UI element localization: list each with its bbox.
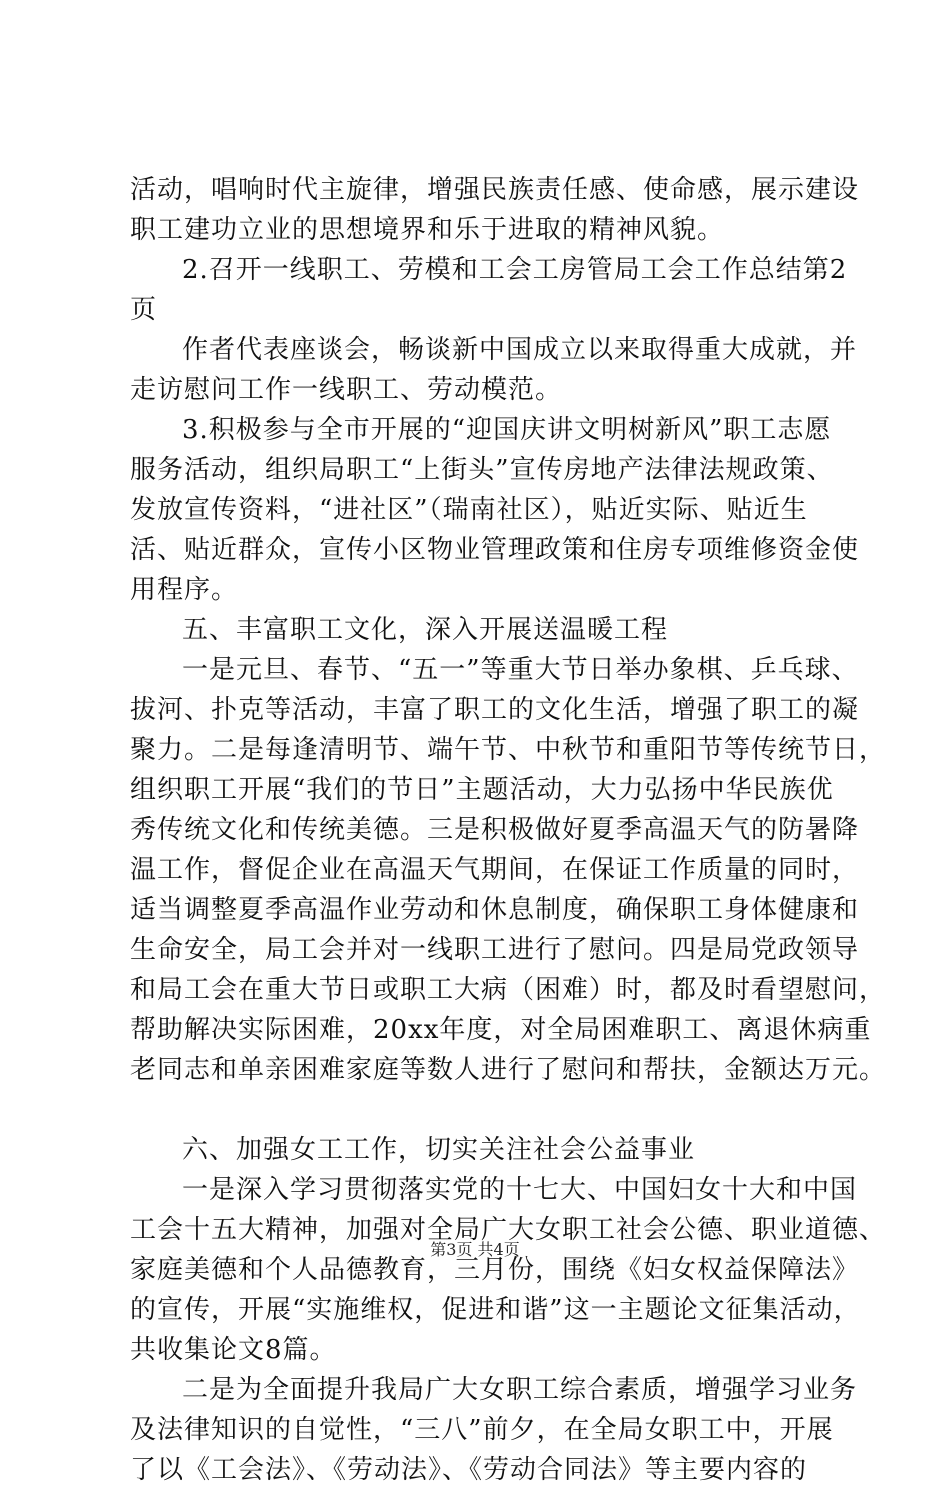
text-line: 秀传统文化和传统美德。三是积极做好夏季高温天气的防暑降 xyxy=(130,815,860,845)
text-line: 温工作，督促企业在高温天气期间，在保证工作质量的同时， xyxy=(130,855,860,885)
text-line: 活、贴近群众，宣传小区物业管理政策和住房专项维修资金使 xyxy=(130,535,860,565)
text-line: 发放宣传资料，“进社区”（瑞南社区），贴近实际、贴近生 xyxy=(130,495,808,525)
page-footer: 第3页 共4页 xyxy=(430,1240,520,1259)
text-line: 及法律知识的自觉性，“三八”前夕，在全局女职工中，开展 xyxy=(130,1415,834,1445)
text-line: 五、丰富职工文化，深入开展送温暖工程 xyxy=(182,615,669,645)
text-line: 二是为全面提升我局广大女职工综合素质，增强学习业务 xyxy=(182,1375,858,1405)
text-line: 页 xyxy=(130,295,158,325)
text-line: 了以《工会法》、《劳动法》、《劳动合同法》等主要内容的 xyxy=(130,1455,808,1485)
text-line: 拔河、扑克等活动，丰富了职工的文化生活，增强了职工的凝 xyxy=(130,695,860,725)
text-line: 走访慰问工作一线职工、劳动模范。 xyxy=(130,375,563,405)
text-line: 职工建功立业的思想境界和乐于进取的精神风貌。 xyxy=(130,215,725,245)
blank-line xyxy=(130,1090,820,1130)
text-line: 一是深入学习贯彻落实党的十七大、中国妇女十大和中国 xyxy=(182,1175,858,1205)
document-body xyxy=(130,170,887,1490)
text-line: 生命安全，局工会并对一线职工进行了慰问。四是局党政领导 xyxy=(130,935,860,965)
text-line: 用程序。 xyxy=(130,575,239,605)
text-line: 适当调整夏季高温作业劳动和休息制度，确保职工身体健康和 xyxy=(130,895,860,925)
text-line: 聚力。二是每逢清明节、端午节、中秋节和重阳节等传统节日， xyxy=(130,735,887,765)
text-line: 老同志和单亲困难家庭等数人进行了慰问和帮扶，金额达万元。 xyxy=(130,1055,887,1085)
text-line: 活动，唱响时代主旋律，增强民族责任感、使命感，展示建设 xyxy=(130,175,860,205)
text-line: 服务活动，组织局职工“上街头”宣传房地产法律法规政策、 xyxy=(130,455,834,485)
text-line: 家庭美德和个人品德教育，三月份，围绕《妇女权益保障法》 xyxy=(130,1255,860,1285)
text-line: 3.积极参与全市开展的“迎国庆讲文明树新风”职工志愿 xyxy=(182,415,832,445)
text-line: 共收集论文8篇。 xyxy=(130,1335,337,1365)
text-line: 2.召开一线职工、劳模和工会工房管局工会工作总结第2 xyxy=(182,255,848,285)
text-line: 一是元旦、春节、“五一”等重大节日举办象棋、乒乓球、 xyxy=(182,655,859,685)
text-line: 作者代表座谈会，畅谈新中国成立以来取得重大成就，并 xyxy=(182,335,858,365)
text-line: 工会十五大精神，加强对全局广大女职工社会公德、职业道德、 xyxy=(130,1215,887,1245)
text-line: 和局工会在重大节日或职工大病（困难）时，都及时看望慰问， xyxy=(130,975,887,1005)
text-line: 的宣传，开展“实施维权，促进和谐”这一主题论文征集活动， xyxy=(130,1295,861,1325)
text-line: 帮助解决实际困难，20xx年度，对全局困难职工、离退休病重 xyxy=(130,1015,872,1045)
text-line: 六、加强女工工作，切实关注社会公益事业 xyxy=(182,1135,696,1165)
text-line: 组织职工开展“我们的节日”主题活动，大力弘扬中华民族优 xyxy=(130,775,834,805)
